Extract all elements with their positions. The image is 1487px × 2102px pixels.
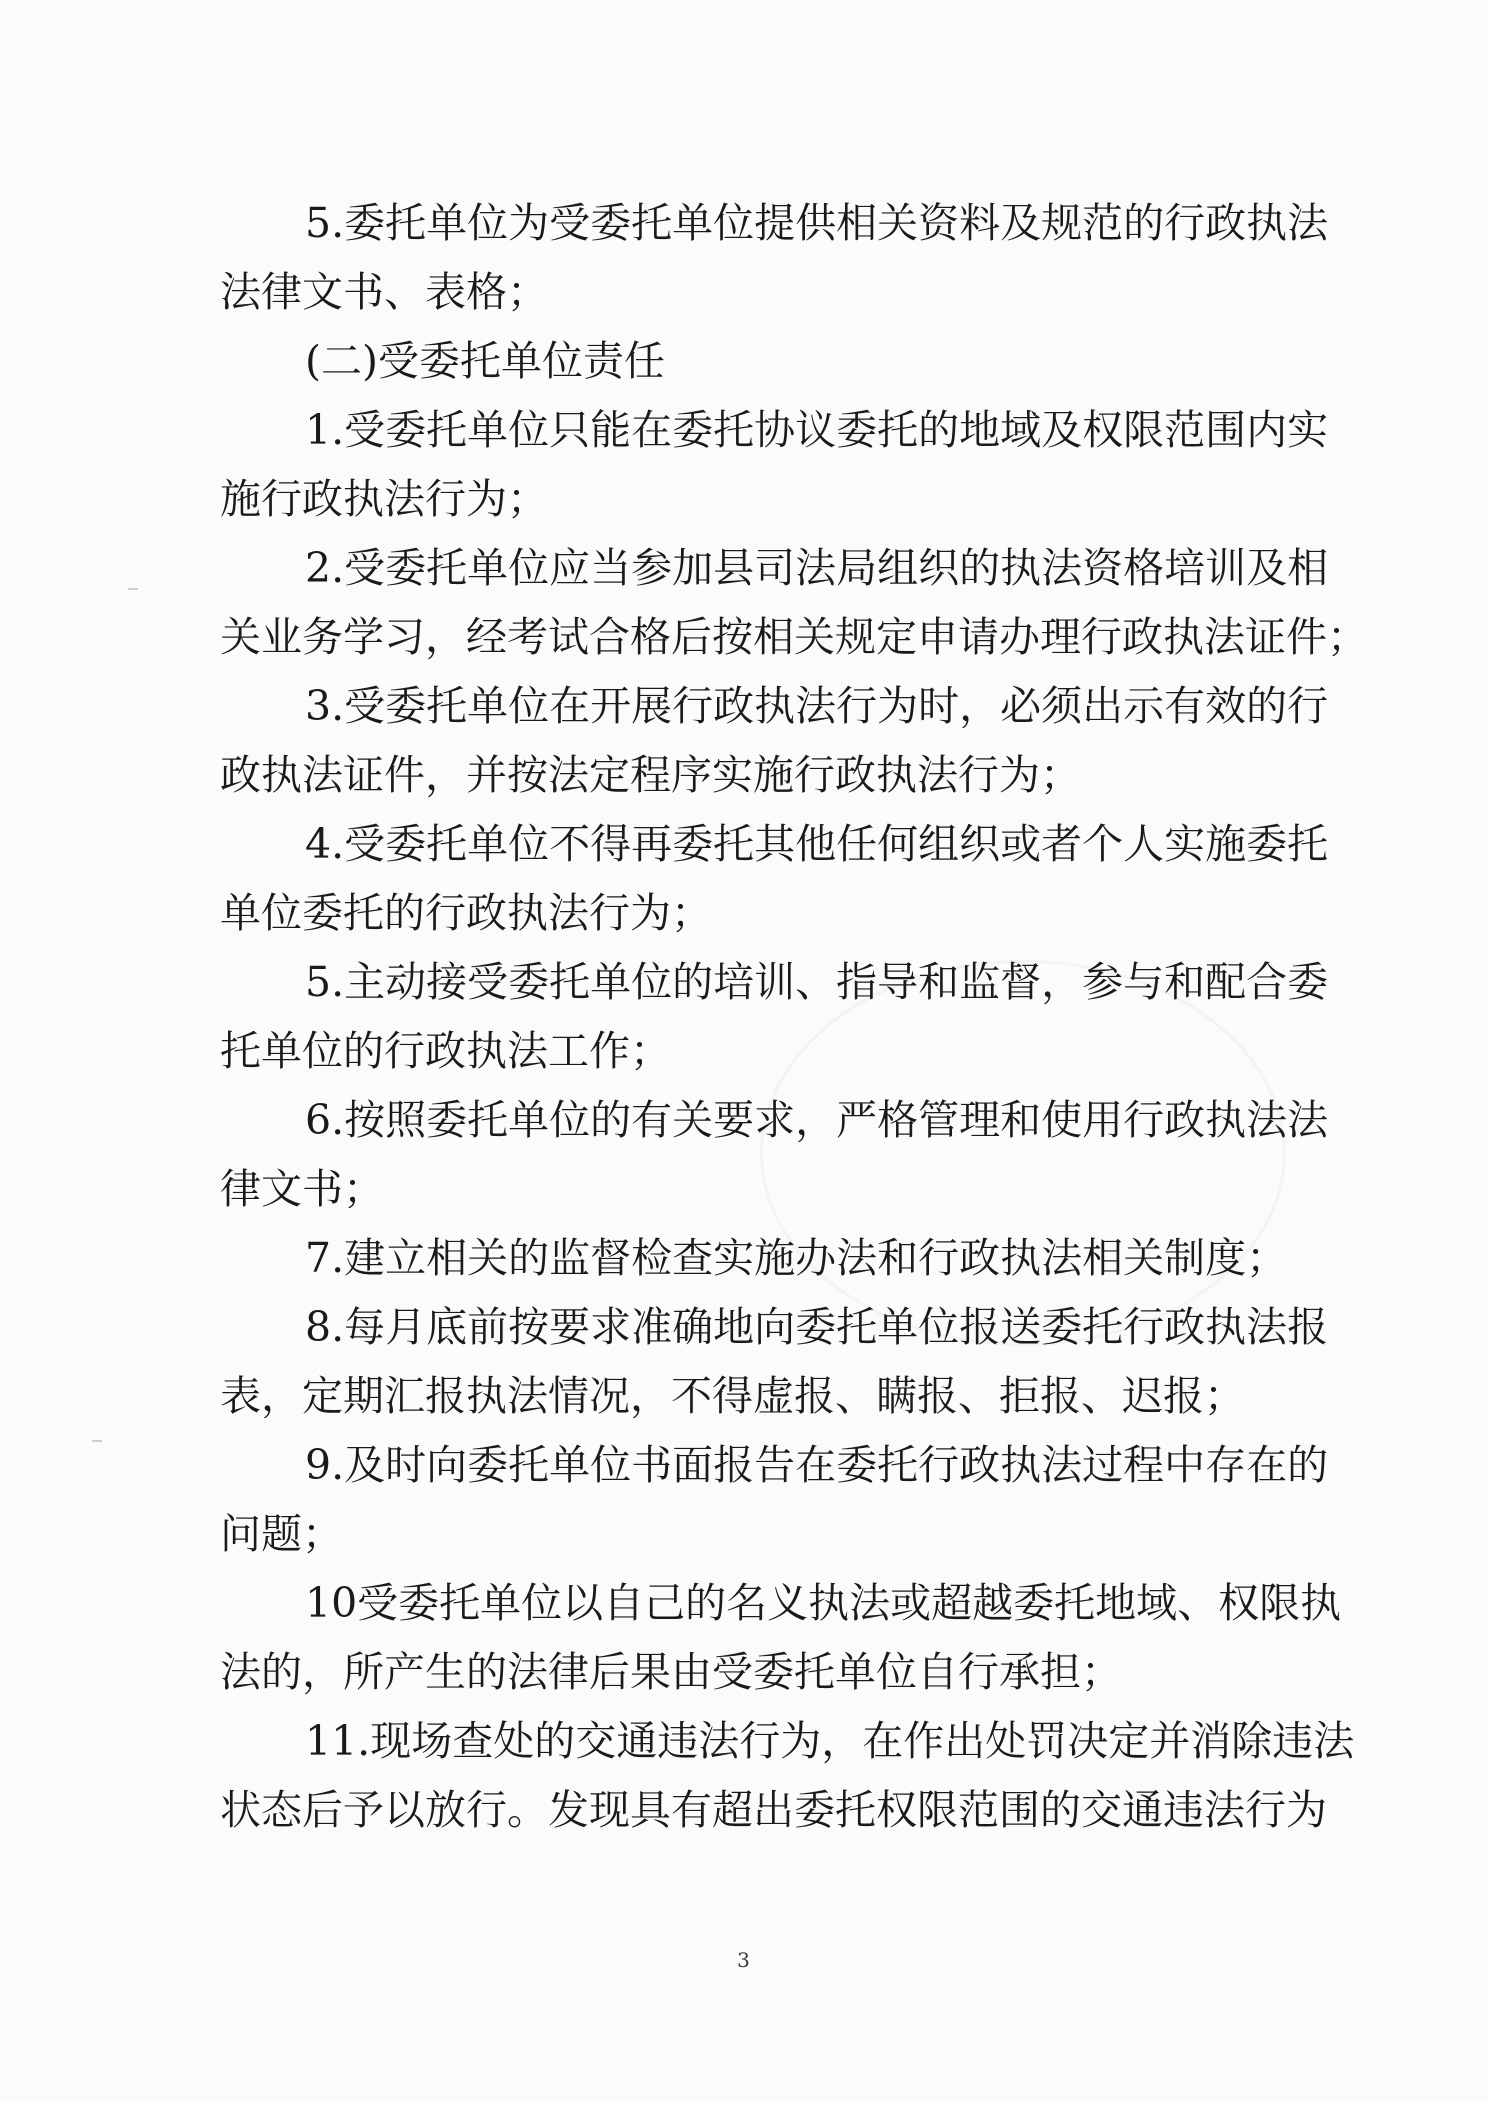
paragraph-3-line-1: 1.受委托单位只能在委托协议委托的地域及权限范围内实 (305, 406, 1329, 454)
scan-mark (128, 588, 138, 590)
paragraph-12-line-2: 法的，所产生的法律后果由受委托单位自行承担； (220, 1648, 1122, 1696)
paragraph-9-line-1: 7.建立相关的监督检查实施办法和行政执法相关制度； (305, 1234, 1288, 1282)
paragraph-1-line-1: 5.委托单位为受委托单位提供相关资料及规范的行政执法 (305, 199, 1329, 247)
paragraph-10-line-2: 表，定期汇报执法情况，不得虚报、瞒报、拒报、迟报； (220, 1372, 1245, 1420)
paragraph-2-line-1: (二)受委托单位责任 (305, 337, 665, 385)
paragraph-8-line-1: 6.按照委托单位的有关要求，严格管理和使用行政执法法 (305, 1096, 1329, 1144)
paragraph-7-line-2: 托单位的行政执法工作； (220, 1027, 671, 1075)
paragraph-12-line-1: 10受委托单位以自己的名义执法或超越委托地域、权限执 (305, 1579, 1342, 1627)
page-number: 3 (737, 1948, 750, 1972)
paragraph-10-line-1: 8.每月底前按要求准确地向委托单位报送委托行政执法报 (305, 1303, 1329, 1351)
paragraph-6-line-2: 单位委托的行政执法行为； (220, 889, 712, 937)
paragraph-1-line-2: 法律文书、表格； (220, 268, 548, 316)
paragraph-8-line-2: 律文书； (220, 1165, 384, 1213)
paragraph-4-line-1: 2.受委托单位应当参加县司法局组织的执法资格培训及相 (305, 544, 1329, 592)
paragraph-5-line-2: 政执法证件，并按法定程序实施行政执法行为； (220, 751, 1081, 799)
paragraph-13-line-1: 11.现场查处的交通违法行为，在作出处罚决定并消除违法 (305, 1717, 1355, 1765)
paragraph-4-line-2: 关业务学习，经考试合格后按相关规定申请办理行政执法证件； (220, 613, 1368, 661)
paragraph-11-line-1: 9.及时向委托单位书面报告在委托行政执法过程中存在的 (305, 1441, 1329, 1489)
paragraph-13-line-2: 状态后予以放行。发现具有超出委托权限范围的交通违法行为 (220, 1786, 1327, 1834)
scan-mark (92, 1440, 102, 1442)
paragraph-7-line-1: 5.主动接受委托单位的培训、指导和监督，参与和配合委 (305, 958, 1329, 1006)
paragraph-3-line-2: 施行政执法行为； (220, 475, 548, 523)
paragraph-5-line-1: 3.受委托单位在开展行政执法行为时，必须出示有效的行 (305, 682, 1329, 730)
paragraph-11-line-2: 问题； (220, 1510, 343, 1558)
faint-seal-watermark (760, 960, 1286, 1346)
paragraph-6-line-1: 4.受委托单位不得再委托其他任何组织或者个人实施委托 (305, 820, 1329, 868)
